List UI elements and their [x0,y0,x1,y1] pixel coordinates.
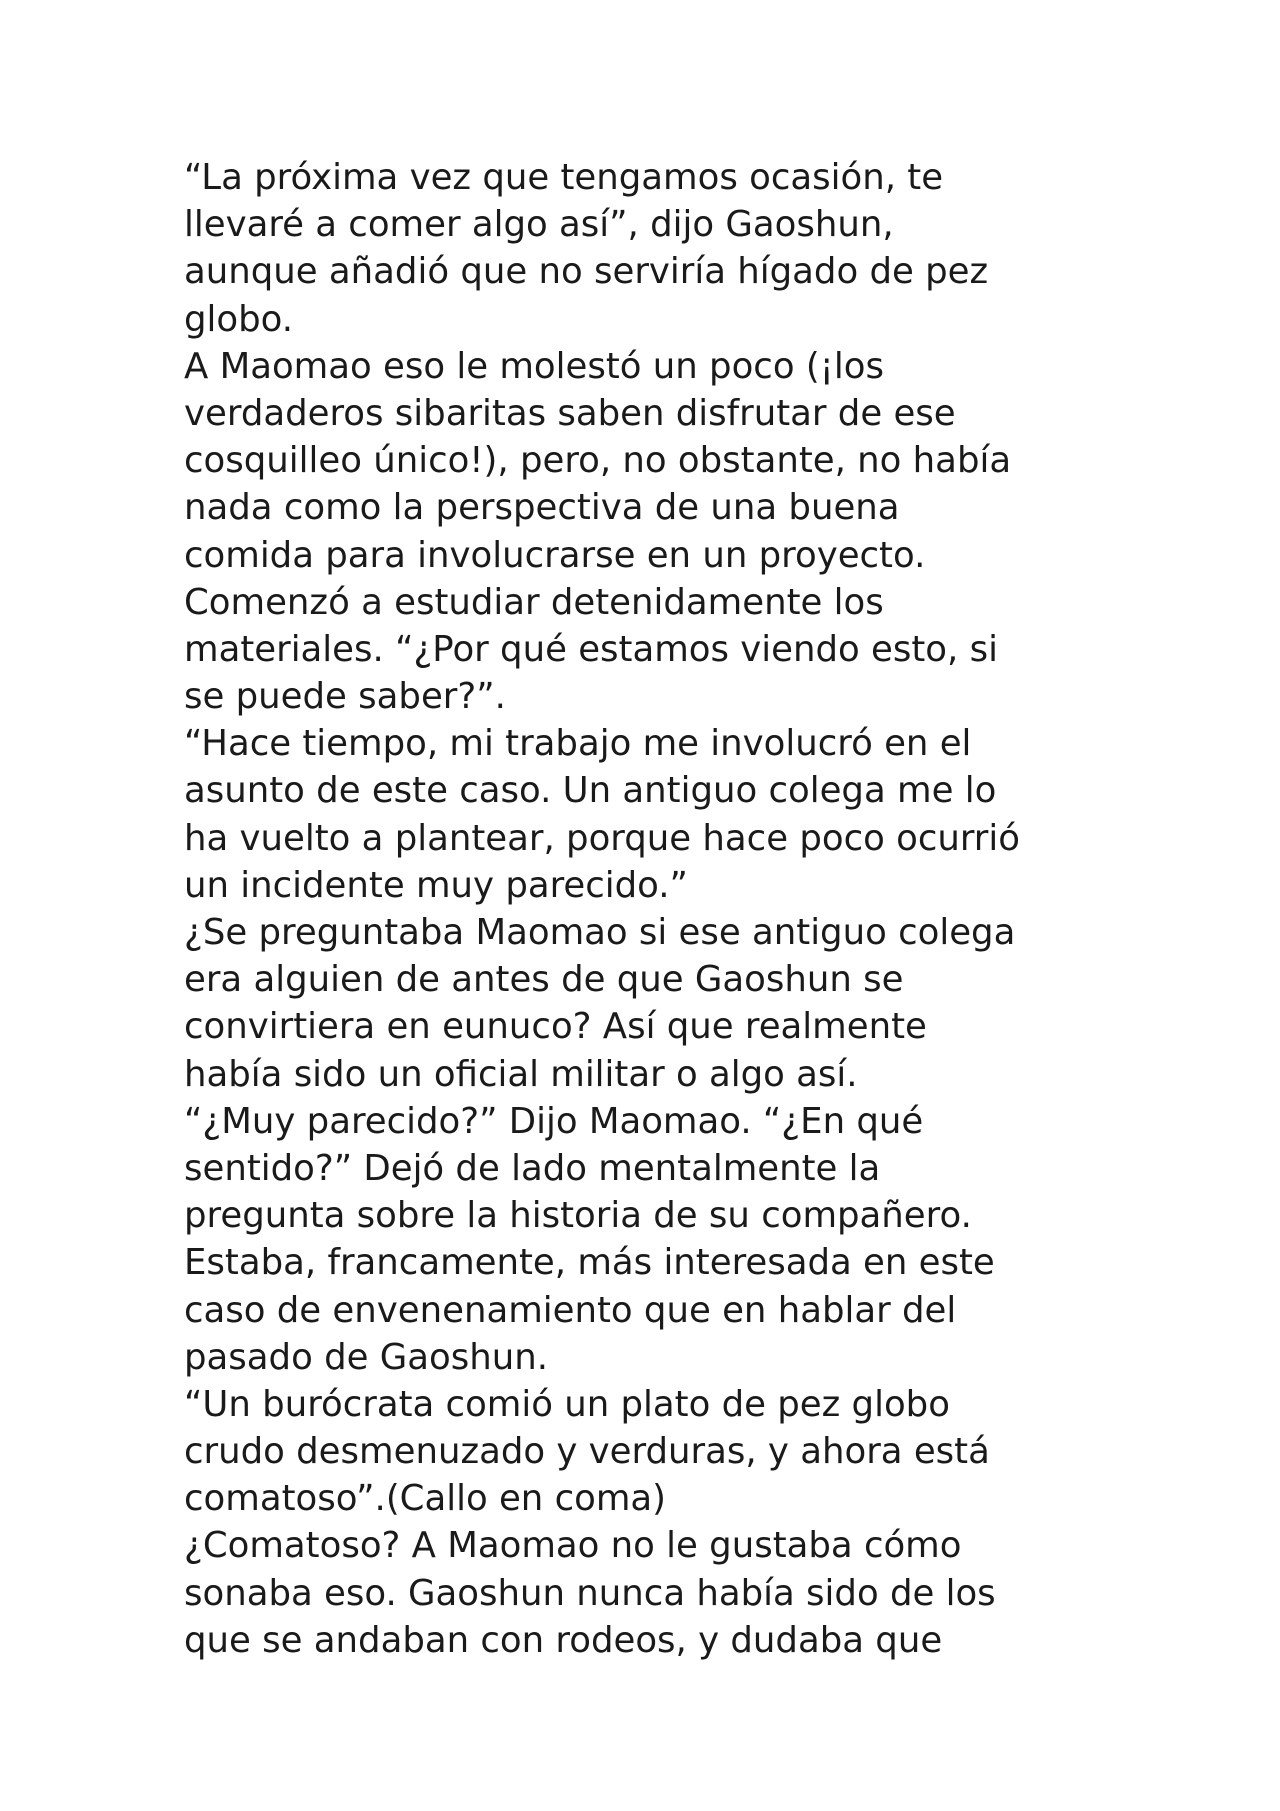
text-line: era alguien de antes de que Gaoshun se [184,959,904,1001]
text-line: aunque añadió que no serviría hígado de pez [184,251,989,293]
text-line: verdaderos sibaritas saben disfrutar de ese [184,392,956,434]
text-line: comatoso”.(Callo en coma) [184,1478,667,1520]
text-line: cosquilleo único!), pero, no obstante, no había [184,440,1012,482]
body-text [184,154,1124,1664]
text-line: materiales. “¿Por qué estamos viendo esto, si [184,628,998,670]
text-line: crudo desmenuzado y verduras, y ahora está [184,1431,990,1473]
text-line: sentido?” Dejó de lado mentalmente la [184,1147,881,1189]
text-line: “¿Muy parecido?” Dijo Maomao. “¿En qué [184,1100,924,1142]
text-line: Estaba, francamente, más interesada en este [184,1242,995,1284]
text-line: comida para involucrarse en un proyecto. [184,534,926,576]
text-line: ha vuelto a plantear, porque hace poco ocurrió [184,817,1020,859]
text-line: había sido un oficial militar o algo así. [184,1053,858,1095]
text-line: “Hace tiempo, mi trabajo me involucró en el [184,723,972,765]
text-line: ¿Se preguntaba Maomao si ese antiguo colega [184,912,1016,953]
text-line: ¿Comatoso? A Maomao no le gustaba cómo [184,1525,962,1567]
text-line: pregunta sobre la historia de su compañero. [184,1195,972,1237]
text-line: un incidente muy parecido.” [184,864,688,906]
text-line: globo. [184,298,294,340]
text-line: se puede saber?”. [184,676,506,718]
text-line: sonaba eso. Gaoshun nunca había sido de los [184,1572,996,1614]
text-line: asunto de este caso. Un antiguo colega me lo [184,770,997,812]
text-line: convirtiera en eunuco? Así que realmente [184,1006,927,1048]
text-line: “La próxima vez que tengamos ocasión, te [184,157,944,198]
text-line: caso de envenenamiento que en hablar del [184,1289,957,1331]
text-line: “Un burócrata comió un plato de pez globo [184,1383,950,1425]
text-line: llevaré a comer algo así”, dijo Gaoshun, [184,204,894,246]
text-line: A Maomao eso le molestó un poco (¡los [184,345,884,387]
text-line: nada como la perspectiva de una buena [184,487,900,529]
text-line: que se andaban con rodeos, y dudaba que [184,1619,943,1661]
text-line: Comenzó a estudiar detenidamente los [184,581,884,623]
text-line: pasado de Gaoshun. [184,1336,548,1378]
